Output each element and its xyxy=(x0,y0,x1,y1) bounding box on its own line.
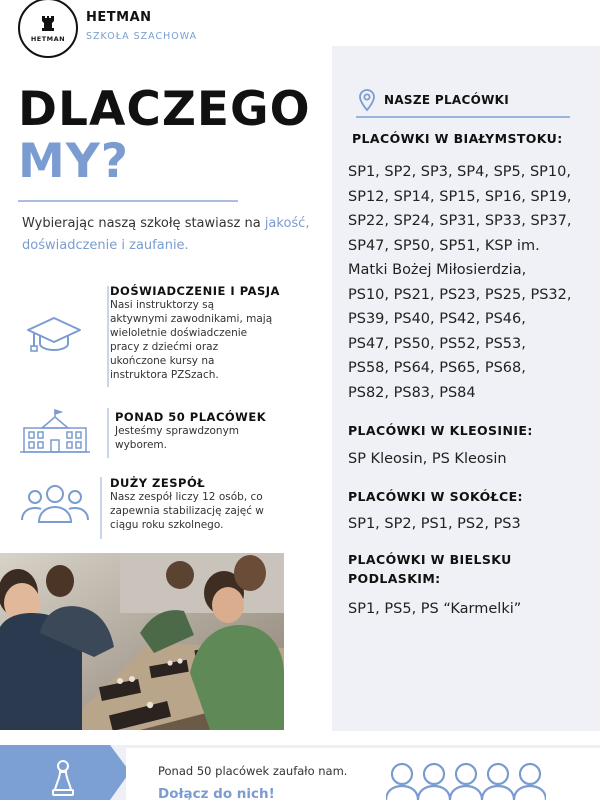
location-line: PS39, PS40, PS42, PS46, xyxy=(348,311,526,327)
feature-text-line: pracy z dziećmi oraz xyxy=(110,341,219,353)
section-title-bielsk xyxy=(348,550,512,588)
brand-name: HETMAN xyxy=(86,10,152,25)
feature-text-line: wieloletnie doświadczenie xyxy=(110,327,248,339)
pawn-icon xyxy=(50,758,76,798)
intro-text xyxy=(22,213,322,257)
join-link[interactable]: Dołącz do nich! xyxy=(158,786,275,800)
logo-text: HETMAN xyxy=(30,34,66,43)
school-building-icon xyxy=(20,408,90,454)
location-line: SP1, SP2, PS1, PS2, PS3 xyxy=(348,516,521,532)
footer-text: Ponad 50 placówek zaufało nam. xyxy=(158,764,348,778)
feature-text-line: wyborem. xyxy=(115,439,168,451)
team-icon xyxy=(20,480,90,528)
feature-text-line: aktywnymi zawodnikami, mają xyxy=(110,313,273,325)
section-body-kleosin xyxy=(348,447,507,472)
logo[interactable] xyxy=(18,0,78,58)
feature-divider xyxy=(100,477,102,539)
page-title: DLACZEGO xyxy=(18,82,311,137)
section-title-line: PLACÓWKI W BIELSKU xyxy=(348,552,512,567)
location-pin-icon xyxy=(356,88,378,112)
section-title-line: PLACÓWKI W BIAŁYMSTOKU: xyxy=(352,131,563,146)
intro-highlight: jakość, doświadczenie i zaufanie. xyxy=(22,216,310,253)
locations-divider xyxy=(356,116,570,118)
section-title-kleosin xyxy=(348,421,533,440)
section-body-bialystok xyxy=(348,160,571,405)
location-line: SP1, PS5, PS “Karmelki” xyxy=(348,601,522,617)
title-divider xyxy=(18,200,238,202)
locations-header-label: NASZE PLACÓWKI xyxy=(384,93,509,107)
section-title-sokolka xyxy=(348,487,523,506)
brand xyxy=(86,10,197,42)
section-body-sokolka xyxy=(348,512,521,537)
graduation-cap-icon xyxy=(24,314,84,354)
feature-text-line: ciągu roku szkolnego. xyxy=(110,519,224,531)
section-title-bialystok xyxy=(352,129,563,148)
section-body-bielsk xyxy=(348,597,521,622)
feature-text xyxy=(110,490,264,532)
brand-subtitle: SZKOŁA SZACHOWA xyxy=(86,31,198,42)
location-line: SP1, SP2, SP3, SP4, SP5, SP10, xyxy=(348,164,571,180)
feature-text-line: Nasi instruktorzy są xyxy=(110,299,215,311)
location-line: PS58, PS64, PS65, PS68, xyxy=(348,360,526,376)
feature-title: PONAD 50 PLACÓWEK xyxy=(115,410,267,424)
section-title-line: PODLASKIM: xyxy=(348,571,441,586)
location-line: PS10, PS21, PS23, PS25, PS32, xyxy=(348,286,572,303)
location-line: Matki Bożej Miłosierdzia, xyxy=(348,262,527,278)
location-line: SP Kleosin, PS Kleosin xyxy=(348,451,507,467)
section-title-line: PLACÓWKI W SOKÓŁCE: xyxy=(348,489,523,504)
location-line: PS47, PS50, PS52, PS53, xyxy=(348,335,526,352)
feature-divider xyxy=(107,408,109,458)
feature-text xyxy=(115,424,239,452)
people-group-icon xyxy=(386,762,546,800)
feature-title: DUŻY ZESPÓŁ xyxy=(110,476,206,490)
rook-icon xyxy=(38,14,58,34)
location-line: SP12, SP14, SP15, SP16, SP19, xyxy=(348,188,572,205)
feature-text-line: Nasz zespół liczy 12 osób, co xyxy=(110,491,263,503)
location-line: SP47, SP50, SP51, KSP im. xyxy=(348,237,540,254)
page-title-accent: MY? xyxy=(18,134,130,189)
intro-plain: Wybierając naszą szkołę stawiasz na xyxy=(22,216,265,231)
chess-class-photo xyxy=(0,553,284,730)
feature-text-line: zapewnia stabilizację zajęć w xyxy=(110,505,264,517)
locations-header xyxy=(356,88,509,112)
location-line: SP22, SP24, SP31, SP33, SP37, xyxy=(348,213,572,229)
feature-text xyxy=(110,298,272,382)
section-title-line: PLACÓWKI W KLEOSINIE: xyxy=(348,423,533,438)
feature-text-line: ukończone kursy na xyxy=(110,355,215,367)
feature-text-line: instruktora PZSzach. xyxy=(110,369,219,381)
location-line: PS82, PS83, PS84 xyxy=(348,384,476,401)
feature-divider xyxy=(107,286,109,387)
feature-text-line: Jesteśmy sprawdzonym xyxy=(115,425,240,437)
feature-title: DOŚWIADCZENIE I PASJA xyxy=(110,284,280,298)
